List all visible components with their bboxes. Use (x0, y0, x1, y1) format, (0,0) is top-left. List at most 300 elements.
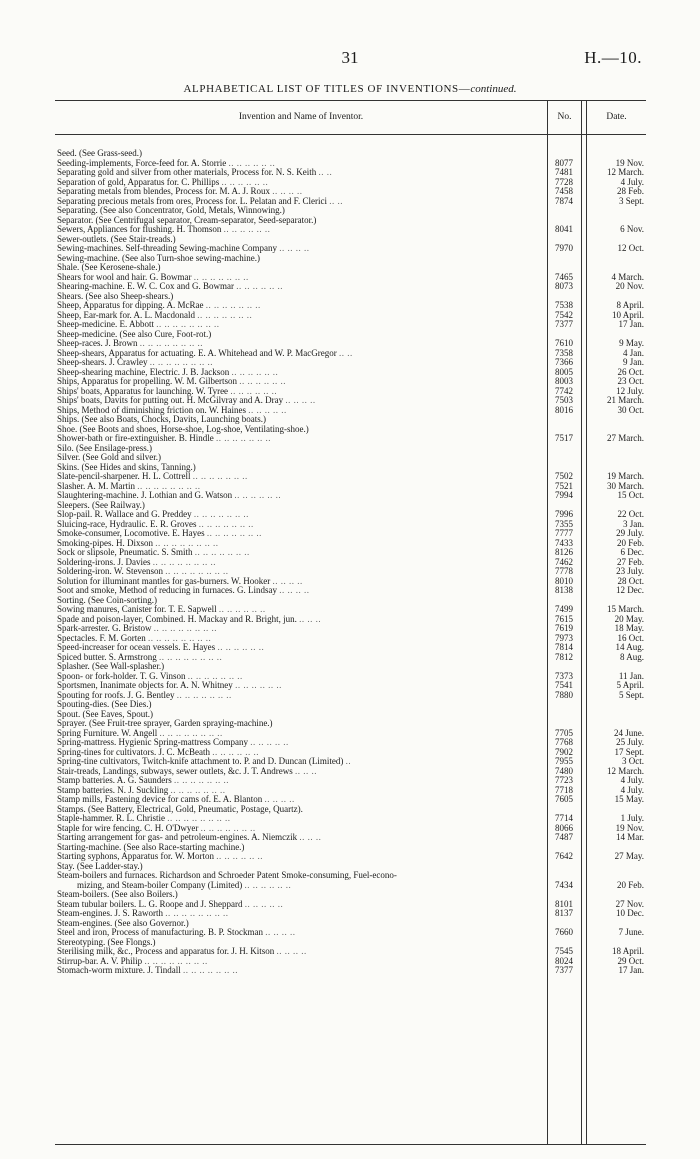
invention-title (57, 871, 545, 881)
leader-dots: .. .. .. .. .. .. .. .. (165, 567, 229, 576)
invention-title (57, 159, 545, 169)
leader-dots: .. .. .. .. .. .. .. (187, 671, 243, 681)
invention-text: Stamp batteries. N. J. Suckling (57, 785, 169, 795)
patent-number: 7462 (555, 556, 573, 567)
patent-number: 7503 (555, 395, 573, 405)
patent-date: 6 Dec. (620, 547, 644, 557)
invention-title (57, 710, 545, 720)
patent-date: 16 Oct. (617, 632, 644, 643)
invention-title (57, 330, 545, 340)
invention-title (57, 168, 545, 178)
invention-text: Sock or slipsole, Pneumatic. S. Smith (57, 548, 193, 557)
table-row (55, 833, 646, 843)
invention-text: Stamp mills, Fastening device for cams of. E. A. Blanton (57, 795, 263, 804)
patent-number: 7499 (555, 604, 573, 614)
patent-number: 7970 (555, 243, 573, 253)
patent-date: 30 March. (607, 480, 644, 491)
patent-number: 8126 (555, 547, 573, 557)
patent-date: 12 Dec. (616, 585, 644, 595)
patent-date: 20 Feb. (617, 537, 644, 548)
invention-title (57, 206, 545, 216)
patent-number: 8005 (555, 366, 573, 377)
patent-number: 7377 (555, 965, 573, 975)
leader-dots: .. .. .. .. .. .. .. (192, 472, 248, 481)
invention-text: Stirrup-bar. A. V. Philip (57, 956, 143, 966)
patent-date: 1 July. (620, 813, 644, 823)
table-body (55, 149, 646, 976)
invention-title (57, 966, 545, 976)
invention-title (57, 567, 545, 577)
invention-title (57, 900, 545, 910)
invention-text: Steam-engines. (See also Governor.) (57, 918, 189, 928)
leader-dots: .. .. .. .. .. .. .. .. (153, 624, 217, 633)
patent-number: 7366 (555, 357, 573, 367)
invention-title (57, 292, 545, 302)
leader-dots: .. .. .. .. .. .. (231, 367, 279, 377)
table-row (55, 653, 646, 663)
invention-text: Steam tubular boilers. L. G. Roope and J. Sheppard (57, 899, 243, 909)
leader-dots: .. .. .. .. .. .. .. .. (155, 538, 219, 548)
invention-title (57, 349, 545, 359)
leader-dots: .. .. .. .. .. .. .. (170, 785, 226, 795)
invention-title (57, 776, 545, 786)
invention-text: Sheep-medicine. E. Abbott (57, 320, 154, 329)
invention-text: Slop-pail. R. Wallace and G. Preddey (57, 510, 192, 519)
invention-text: Sluicing-race, Hydraulic. E. R. Groves (57, 519, 197, 529)
patent-date: 8 Aug. (619, 651, 644, 662)
invention-text: Sheep-shears. J. Crawley (57, 358, 148, 367)
patent-date: 15 March. (607, 604, 644, 614)
invention-text: Spade and poison-layer, Combined. H. Mackay and R. Bright, jun. (57, 614, 297, 624)
leader-dots: .. .. .. (294, 766, 317, 776)
invention-title (57, 824, 545, 834)
invention-text: Spout. (See Eaves, Spout.) (57, 709, 153, 719)
leader-dots: .. .. .. .. (265, 928, 296, 937)
invention-title (57, 947, 545, 957)
patent-number: 7481 (555, 167, 573, 177)
patent-date: 10 April. (611, 309, 644, 320)
page-number: 31 (341, 48, 359, 67)
invention-title (57, 368, 545, 378)
invention-text: Ships, Method of diminishing friction on. W. Haines (57, 405, 246, 415)
leader-dots: .. .. .. .. .. .. .. (216, 434, 272, 443)
invention-text: Sewers, Appliances for flushing. H. Thomson (57, 225, 222, 234)
invention-text: Starting syphons, Apparatus for. W. Morton (57, 852, 214, 861)
leader-dots: .. .. .. .. .. .. (244, 880, 292, 890)
leader-dots: .. .. .. .. .. .. .. .. (148, 633, 212, 643)
leader-dots: .. .. .. .. (285, 396, 316, 405)
invention-text: Solution for illuminant mantles for gas-burners. W. Hooker (57, 576, 271, 586)
patent-number: 8016 (555, 404, 573, 415)
table-row (55, 928, 646, 938)
invention-title (57, 662, 545, 672)
patent-date: 5 Sept. (618, 689, 644, 700)
invention-title (57, 938, 545, 948)
leader-dots: .. .. .. .. (264, 795, 295, 804)
leader-dots: .. .. .. (299, 614, 322, 624)
leader-dots: .. .. .. (299, 833, 322, 842)
invention-text: Separation of gold, Apparatus for. C. Phillips (57, 177, 220, 187)
leader-dots: .. .. .. .. .. .. .. (193, 272, 249, 282)
invention-text: Slasher. A. M. Martin (57, 481, 135, 491)
invention-text: Sheep, Ear-mark for. A. L. Macdonald (57, 310, 196, 320)
patent-date: 12 March. (607, 765, 644, 776)
table-row (55, 320, 646, 330)
invention-title (57, 795, 545, 805)
patent-date: 15 May. (614, 794, 644, 804)
patent-date: 3 Jan. (623, 518, 644, 529)
patent-number: 8101 (555, 898, 573, 909)
invention-title (57, 415, 545, 425)
patent-date: 17 Jan. (618, 319, 644, 329)
patent-date: 29 Oct. (617, 955, 644, 966)
invention-text: Shoe. (See Boots and shoes, Horse-shoe, Log-shoe, Ventilating-shoe.) (57, 424, 309, 434)
leader-dots: .. .. .. .. .. .. .. (198, 519, 254, 529)
table-row (55, 586, 646, 596)
leader-dots: .. .. .. .. .. .. .. .. (159, 728, 223, 738)
invention-text: Spouting-dies. (See Dies.) (57, 700, 152, 709)
invention-text: Stamp batteries. A. G. Saunders (57, 776, 172, 785)
patent-number: 7517 (555, 433, 573, 443)
table-row (55, 197, 646, 207)
patent-number: 7728 (555, 176, 573, 187)
patent-number: 7777 (555, 528, 573, 538)
leader-dots: .. .. .. .. .. .. .. .. (152, 557, 216, 567)
table-row (55, 415, 646, 425)
invention-text: Sowing manures, Canister for. T. E. Sapwell (57, 605, 217, 614)
table-row (55, 862, 646, 872)
invention-title (57, 672, 545, 682)
invention-title (57, 814, 545, 824)
invention-title (57, 700, 545, 710)
leader-dots: .. .. .. .. .. .. (239, 377, 286, 386)
invention-text: Sleepers. (See Railway.) (57, 500, 145, 510)
invention-title (57, 558, 545, 568)
invention-text: Steam-boilers. (See also Boilers.) (57, 890, 178, 899)
leader-dots: .. .. .. .. .. .. (218, 605, 266, 614)
invention-text: Skins. (See Hides and skins, Tanning.) (57, 462, 196, 472)
patent-number: 7902 (555, 746, 573, 757)
table-row (55, 491, 646, 501)
leader-dots: .. .. .. .. .. .. (216, 852, 263, 861)
patent-number: 7358 (555, 347, 573, 358)
invention-title (57, 624, 545, 634)
invention-text: Slaughtering-machine. J. Lothian and G. Watson (57, 491, 233, 500)
invention-text: Soot and smoke, Method of reducing in furnaces. G. Lindsay (57, 586, 277, 595)
leader-dots: .. .. .. .. .. (250, 738, 289, 747)
list-title-continued: continued. (470, 83, 517, 95)
invention-text: Spring Furniture. W. Angell (57, 728, 158, 738)
invention-title (57, 767, 545, 777)
leader-dots: .. .. .. .. .. .. (223, 225, 271, 234)
patent-number: 7545 (555, 946, 573, 956)
invention-text: Sportsmen, Inanimate objects for. A. N. Whitney (57, 681, 233, 690)
patent-number: 7610 (555, 338, 573, 348)
invention-title (57, 719, 545, 729)
invention-title (57, 529, 545, 539)
invention-text: Starting-machine. (See also Race-starting machine.) (57, 842, 245, 852)
invention-text: Shears for wool and hair. G. Bowmar (57, 272, 192, 282)
patent-date: 12 July. (616, 385, 644, 396)
patent-number: 7433 (555, 537, 573, 548)
invention-title (57, 729, 545, 739)
patent-number: 7723 (555, 775, 573, 785)
patent-date: 30 Oct. (617, 404, 644, 415)
patent-date: 3 Oct. (622, 756, 644, 766)
patent-number: 7521 (555, 480, 573, 491)
invention-title (57, 216, 545, 226)
patent-date: 25 July. (616, 737, 644, 747)
invention-text: mizing, and Steam-boiler Company (Limited) (77, 880, 243, 890)
invention-title (57, 909, 545, 919)
invention-text: Soldering-irons. J. Davies (57, 557, 151, 567)
invention-title (57, 577, 545, 587)
patent-number: 7660 (555, 927, 573, 937)
page-reference: H.—10. (584, 48, 642, 67)
table-row (55, 710, 646, 720)
table-row (55, 909, 646, 919)
patent-number: 8003 (555, 376, 573, 386)
invention-text: Sheep-shearing machine, Electric. J. B. Jackson (57, 367, 230, 377)
table-row (55, 225, 646, 235)
patent-date: 22 Oct. (617, 509, 644, 519)
patent-date: 17 Sept. (614, 746, 644, 757)
patent-date: 20 Nov. (615, 281, 644, 291)
leader-dots: .. .. .. .. (279, 244, 310, 253)
leader-dots: .. .. .. .. .. .. .. .. (149, 358, 213, 367)
patent-date: 5 April. (616, 680, 644, 690)
table-row (55, 444, 646, 454)
invention-title (57, 444, 545, 454)
patent-number: 7814 (555, 642, 573, 652)
invention-title (57, 472, 545, 482)
invention-text: Silver. (See Gold and silver.) (57, 453, 161, 462)
invention-title (57, 501, 545, 511)
invention-text: Stomach-worm mixture. J. Tindall (57, 966, 181, 975)
leader-dots: .. .. (339, 348, 353, 358)
invention-title (57, 434, 545, 444)
table-row (55, 434, 646, 444)
patent-number: 7615 (555, 613, 573, 624)
invention-text: Staple for wire fencing. C. H. O'Dwyer (57, 823, 199, 833)
invention-title (57, 843, 545, 853)
patent-number: 8066 (555, 822, 573, 833)
invention-title (77, 881, 545, 891)
patent-number: 7994 (555, 490, 573, 500)
leader-dots: .. .. .. .. .. .. (236, 282, 283, 291)
table-row (55, 282, 646, 292)
patent-date: 6 Nov. (620, 224, 644, 234)
invention-title (57, 605, 545, 615)
leader-dots: .. .. .. .. .. .. (228, 158, 276, 168)
invention-title (57, 377, 545, 387)
invention-text: Steam-engines. J. S. Raworth (57, 909, 163, 918)
invention-title (57, 387, 545, 397)
patent-number: 7541 (555, 680, 573, 690)
leader-dots: .. .. .. .. .. .. .. .. (167, 814, 231, 823)
invention-title (57, 463, 545, 473)
patent-number: 7880 (555, 689, 573, 700)
invention-title (57, 197, 545, 207)
patent-date: 20 Feb. (617, 879, 644, 890)
invention-title (57, 263, 545, 273)
invention-text: Separating gold and silver from other materials, Process for. N. S. Keith (57, 168, 317, 177)
invention-text: Sheep-races. J. Brown (57, 339, 138, 348)
invention-title (57, 225, 545, 235)
invention-text: Stereotyping. (See Flongs.) (57, 937, 156, 947)
invention-title (57, 254, 545, 264)
invention-text: Soldering-iron. W. Stevenson (57, 567, 163, 576)
invention-text: Sewing-machine. (See also Turn-shoe sewing-machine.) (57, 253, 260, 263)
patent-date: 9 Jan. (623, 357, 644, 367)
leader-dots: .. .. (318, 168, 333, 177)
invention-title (57, 235, 545, 245)
invention-title (57, 596, 545, 606)
invention-text: Smoking-pipes. H. Dixson (57, 538, 154, 548)
invention-text: Sheep, Apparatus for dipping. A. McRae (57, 301, 204, 310)
invention-title (57, 396, 545, 406)
leader-dots: .. .. .. .. .. .. .. (183, 966, 238, 975)
invention-text: Steam-boilers and furnaces. Richardson and Schroeder Patent Smoke-consuming, Fuel-econo- (57, 871, 397, 880)
patent-number: 7714 (555, 813, 573, 823)
patent-date: 27 Nov. (615, 898, 644, 909)
patent-date: 4 Jan. (623, 347, 644, 358)
patent-date: 3 Sept. (618, 195, 644, 206)
patent-number: 7874 (555, 195, 573, 206)
leader-dots: .. .. .. .. .. .. .. (200, 823, 256, 833)
patent-date: 4 July. (620, 775, 644, 785)
invention-title (57, 425, 545, 435)
invention-title (57, 244, 545, 254)
invention-title (57, 738, 545, 748)
patent-number: 7458 (555, 186, 573, 196)
leader-dots: .. .. .. .. .. .. (217, 643, 265, 652)
patent-date: 19 March. (607, 471, 644, 481)
inventions-table (55, 100, 646, 1145)
invention-title (57, 928, 545, 938)
leader-dots: .. .. .. .. .. .. .. .. (139, 339, 203, 348)
table-row (55, 966, 646, 976)
patent-number: 7619 (555, 623, 573, 633)
invention-text: Spiced butter. S. Armstrong (57, 652, 157, 662)
invention-text: Separating precious metals from ores, Process for. L. Pelatan and F. Clerici (57, 196, 327, 206)
patent-number: 8010 (555, 575, 573, 586)
leader-dots: .. .. .. .. .. .. .. (176, 690, 232, 700)
leader-dots: .. .. .. .. .. .. .. .. (137, 481, 201, 491)
invention-title (57, 548, 545, 558)
leader-dots: .. .. .. .. .. (248, 405, 287, 415)
patent-date: 27 May. (614, 851, 644, 861)
invention-text: Stay. (See Ladder-stay.) (57, 861, 143, 871)
patent-date: 4 July. (620, 176, 644, 187)
leader-dots: .. .. .. .. .. .. .. .. (159, 652, 223, 662)
leader-dots: .. .. .. .. .. .. (234, 491, 282, 500)
invention-text: Separating metals from blendes, Process for. M. A. J. Roux (57, 187, 270, 196)
leader-dots: .. .. .. .. .. .. (230, 386, 278, 396)
invention-text: Spoon- or fork-holder. T. G. Vinson (57, 671, 186, 681)
patent-date: 21 March. (607, 395, 644, 405)
invention-text: Splasher. (See Wall-splasher.) (57, 662, 165, 671)
invention-title (57, 833, 545, 843)
patent-date: 19 Nov. (615, 157, 644, 168)
patent-date: 11 Jan. (618, 670, 644, 681)
patent-date: 28 Feb. (617, 186, 644, 196)
patent-number: 7377 (555, 319, 573, 329)
invention-title (57, 786, 545, 796)
patent-date: 17 Jan. (618, 965, 644, 975)
patent-date: 27 March. (607, 433, 644, 443)
table-row (55, 691, 646, 701)
leader-dots: .. .. .. .. .. .. .. (206, 529, 262, 538)
invention-title (57, 178, 545, 188)
patent-date: 28 Oct. (617, 575, 644, 586)
invention-text: Separator. (See Centrifugal separator, Cream-separator, Seed-separator.) (57, 215, 317, 225)
leader-dots: .. (345, 757, 352, 766)
patent-number: 7465 (555, 271, 573, 282)
column-header-number: No. (557, 112, 572, 122)
invention-text: Sewing-machines. Self-threading Sewing-machine Company (57, 244, 277, 253)
leader-dots: .. .. .. .. .. .. .. (205, 301, 261, 310)
patent-date: 26 Oct. (617, 366, 644, 377)
patent-date: 15 Oct. (617, 490, 644, 500)
invention-title (57, 320, 545, 330)
patent-date: 4 July. (620, 784, 644, 795)
patent-date: 12 March. (607, 167, 644, 177)
invention-text: Spouting for roofs. J. G. Bentley (57, 690, 175, 700)
patent-date: 10 Dec. (616, 908, 644, 918)
patent-number: 8137 (555, 908, 573, 918)
invention-text: Shearing-machine. E. W. C. Cox and G. Bowmar (57, 282, 234, 291)
table-row (55, 406, 646, 416)
invention-text: Shower-bath or fire-extinguisher. B. Hindle (57, 434, 214, 443)
invention-title (57, 615, 545, 625)
patent-date: 29 July. (616, 528, 644, 538)
patent-number: 8073 (555, 281, 573, 291)
leader-dots: .. .. .. .. .. .. (235, 681, 282, 690)
patent-number: 7487 (555, 832, 573, 842)
patent-date: 12 Oct. (617, 243, 644, 253)
table-row (55, 206, 646, 216)
leader-dots: .. .. .. .. .. .. .. (194, 548, 250, 557)
patent-number: 7502 (555, 471, 573, 481)
invention-text: Staple-hammer. R. L. Christie (57, 814, 165, 823)
leader-dots: .. .. .. .. .. .. .. (173, 776, 229, 785)
leader-dots: .. .. .. .. .. .. .. (197, 310, 253, 320)
invention-text: Spring-tines for cultivators. J. C. McBeath (57, 747, 210, 757)
invention-text: Ships, Apparatus for propelling. W. M. Gilbertson (57, 377, 237, 386)
patent-date: 23 Oct. (617, 376, 644, 386)
patent-number: 7538 (555, 300, 573, 310)
invention-text: Spring-mattress. Hygienic Spring-mattress Company (57, 738, 248, 747)
invention-title (57, 358, 545, 368)
patent-date: 7 June. (618, 927, 644, 937)
patent-date: 23 July. (616, 566, 644, 576)
leader-dots: .. .. .. .. (276, 947, 307, 956)
invention-text: Seed. (See Grass-seed.) (57, 149, 142, 158)
table-row (55, 453, 646, 463)
invention-text: Speed-increaser for ocean vessels. E. Hayes (57, 643, 216, 652)
patent-date: 18 May. (614, 623, 644, 633)
patent-number: 7434 (555, 879, 573, 890)
invention-title (57, 520, 545, 530)
invention-text: Silo. (See Ensilage-press.) (57, 443, 152, 453)
invention-title (57, 282, 545, 292)
invention-text: Separating. (See also Concentrator, Gold, Metals, Winnowing.) (57, 206, 285, 215)
invention-text: Stamps. (See Battery, Electrical, Gold, Pneumatic, Postage, Quartz). (57, 804, 303, 814)
column-header-invention: Invention and Name of Inventor. (238, 112, 364, 122)
invention-text: Sprayer. (See Fruit-tree sprayer, Garden spraying-machine.) (57, 719, 273, 728)
invention-title (57, 634, 545, 644)
